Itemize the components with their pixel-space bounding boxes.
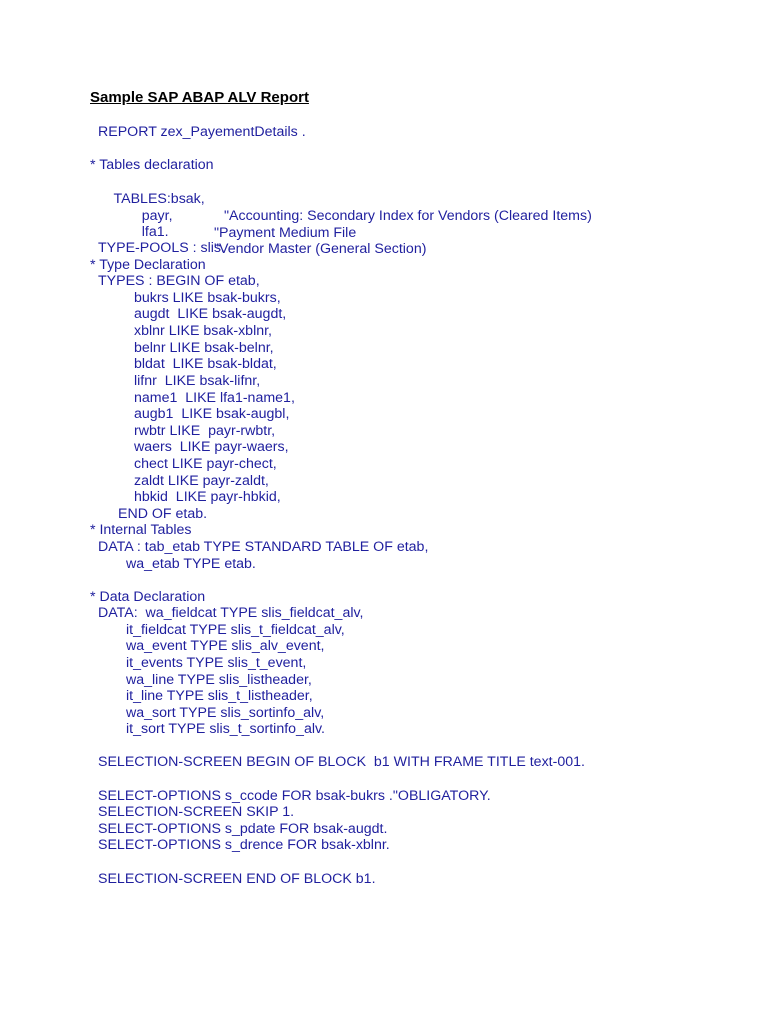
code-text: payr,: [141, 208, 173, 224]
code-line: bldat LIKE bsak-bldat,: [134, 356, 277, 372]
code-line: xblnr LIKE bsak-xblnr,: [134, 323, 272, 339]
comment-line: * Internal Tables: [90, 522, 192, 538]
code-line: it_sort TYPE slis_t_sortinfo_alv.: [126, 721, 325, 737]
code-line: lifnr LIKE bsak-lifnr,: [134, 373, 261, 389]
code-text: TABLES:bsak,: [113, 191, 205, 207]
code-line: hbkid LIKE payr-hbkid,: [134, 489, 281, 505]
code-line: it_line TYPE slis_t_listheader,: [126, 688, 313, 704]
code-line: bukrs LIKE bsak-bukrs,: [134, 290, 281, 306]
code-line: SELECT-OPTIONS s_drence FOR bsak-xblnr.: [98, 837, 390, 853]
code-line: SELECTION-SCREEN SKIP 1.: [98, 804, 295, 820]
code-line: SELECT-OPTIONS s_pdate FOR bsak-augdt.: [98, 821, 388, 837]
code-line: zaldt LIKE payr-zaldt,: [134, 473, 269, 489]
code-line: wa_etab TYPE etab.: [126, 556, 256, 572]
code-comment: "Vendor Master (General Section): [214, 241, 427, 257]
code-line: augdt LIKE bsak-augdt,: [134, 306, 287, 322]
code-line: belnr LIKE bsak-belnr,: [134, 340, 274, 356]
code-comment: "Accounting: Secondary Index for Vendors (Cleared Items): [224, 208, 592, 224]
comment-line: * Type Declaration: [90, 257, 206, 273]
code-line: chect LIKE payr-chect,: [134, 456, 277, 472]
code-line: it_events TYPE slis_t_event,: [126, 655, 307, 671]
code-line: REPORT zex_PayementDetails .: [98, 124, 306, 140]
code-line: augb1 LIKE bsak-augbl,: [134, 406, 290, 422]
code-line: TYPE-POOLS : slis.: [98, 240, 225, 256]
code-line: TYPES : BEGIN OF etab,: [98, 273, 260, 289]
code-line: DATA: wa_fieldcat TYPE slis_fieldcat_alv,: [98, 605, 364, 621]
code-line: SELECTION-SCREEN END OF BLOCK b1.: [98, 871, 376, 887]
comment-line: * Data Declaration: [90, 589, 206, 605]
code-line: wa_event TYPE slis_alv_event,: [126, 638, 325, 654]
document-title: Sample SAP ABAP ALV Report: [90, 89, 309, 106]
comment-line: * Tables declaration: [90, 157, 214, 173]
code-line: DATA : tab_etab TYPE STANDARD TABLE OF etab,: [98, 539, 429, 555]
code-line: END OF etab.: [118, 506, 208, 522]
code-line: wa_sort TYPE slis_sortinfo_alv,: [126, 705, 325, 721]
code-line: SELECT-OPTIONS s_ccode FOR bsak-bukrs ."OBLIGATORY.: [98, 788, 491, 804]
code-text: lfa1.: [141, 224, 169, 240]
code-line: SELECTION-SCREEN BEGIN OF BLOCK b1 WITH FRAME TITLE text-001.: [98, 754, 585, 770]
code-line: rwbtr LIKE payr-rwbtr,: [134, 423, 276, 439]
code-line: wa_line TYPE slis_listheader,: [126, 672, 312, 688]
code-line: it_fieldcat TYPE slis_t_fieldcat_alv,: [126, 622, 345, 638]
code-line: waers LIKE payr-waers,: [134, 439, 289, 455]
code-line: name1 LIKE lfa1-name1,: [134, 390, 295, 406]
code-comment: "Payment Medium File: [214, 225, 357, 241]
